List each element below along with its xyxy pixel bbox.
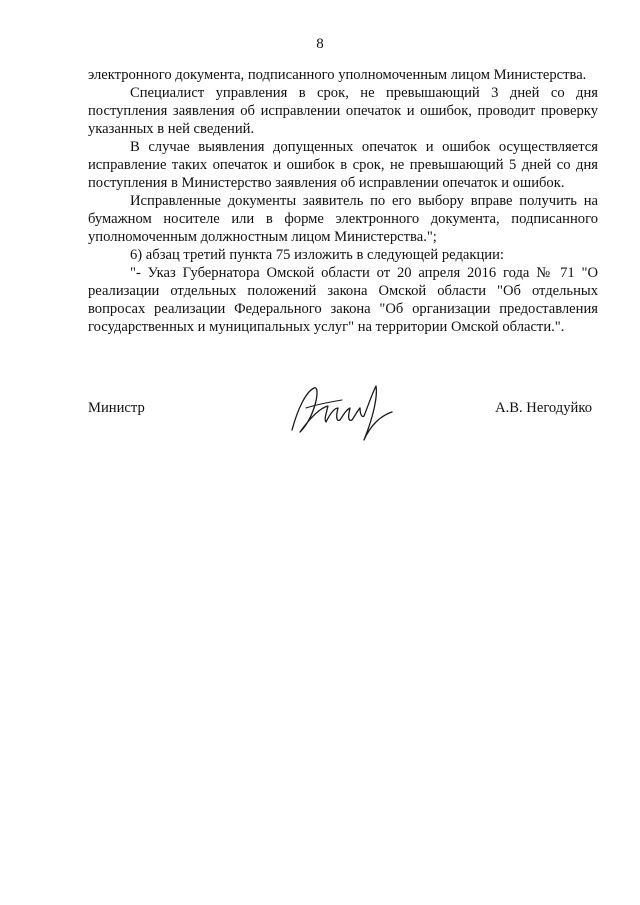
paragraph-6: "- Указ Губернатора Омской области от 20 апреля 2016 года № 71 "О реализации отдельных положений закона Омской области "Об отдельных вопросах реализации Федерального закона "Об организации предоставления государственных и муниципальных услуг" на территории Омской области.". bbox=[88, 265, 598, 335]
paragraph-3: В случае выявления допущенных опечаток и ошибок осуществляется исправление таких опечаток и ошибок в срок, не превышающий 5 дней со дня поступления в Министерство заявления об исправлении опечаток и ошибок. bbox=[88, 139, 598, 191]
handwritten-signature bbox=[284, 378, 400, 448]
signatory-position: Министр bbox=[88, 400, 145, 416]
paragraph-5: 6) абзац третий пункта 75 изложить в следующей редакции: bbox=[130, 247, 504, 263]
document-body bbox=[88, 66, 598, 336]
paragraph-4: Исправленные документы заявитель по его выбору вправе получить на бумажном носителе или в форме электронного документа, подписанного уполномоченным должностным лицом Министерства."; bbox=[88, 193, 598, 245]
paragraph-1: электронного документа, подписанного уполномоченным лицом Министерства. bbox=[88, 67, 587, 83]
signatory-name: А.В. Негодуйко bbox=[495, 400, 592, 416]
page-number: 8 bbox=[316, 36, 324, 52]
signature-block bbox=[88, 400, 598, 440]
paragraph-2: Специалист управления в срок, не превышающий 3 дней со дня поступления заявления об исправлении опечаток и ошибок, проводит проверку указанных в ней сведений. bbox=[88, 85, 598, 137]
